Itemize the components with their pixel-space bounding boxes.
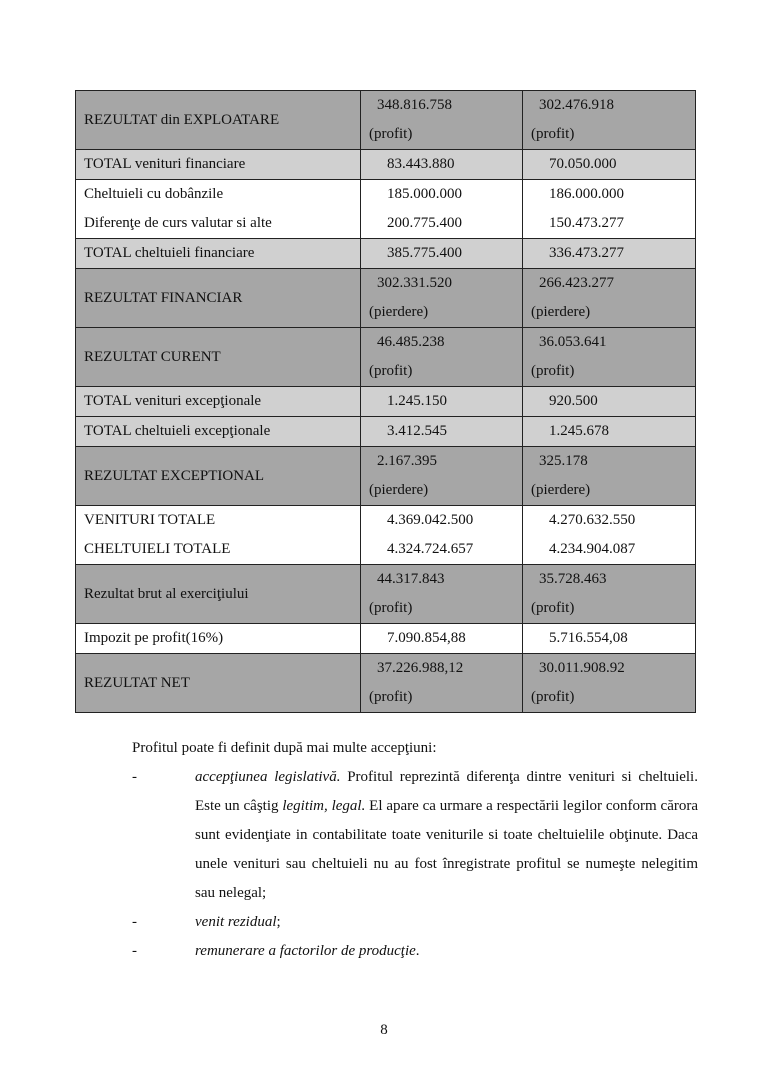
- row-value: 336.473.277: [549, 245, 624, 261]
- value-cell-1: [361, 506, 523, 565]
- row-value: 4.270.632.550: [549, 512, 636, 528]
- row-value: 5.716.554,08: [549, 630, 628, 646]
- table-row: [76, 91, 696, 150]
- value-cell-1: [361, 565, 523, 624]
- table-body: [76, 91, 696, 713]
- row-label-cell: [76, 91, 361, 150]
- row-value: 1.245.150: [387, 393, 447, 409]
- table-row: [76, 417, 696, 447]
- row-label: TOTAL venituri excepţionale: [84, 393, 262, 409]
- row-label-cell: [76, 417, 361, 447]
- row-label-cell: [76, 565, 361, 624]
- term-legislative: accepţiunea legislativă.: [195, 769, 341, 785]
- row-note: (profit): [369, 126, 413, 142]
- row-label: Impozit pe profit(16%): [84, 630, 224, 646]
- item1-text-b: El apare ca urmare a respectării legilor conform cărora sunt evidenţiate in contabilitate toate veniturile si toate cheltuielile obţinute. Daca unele venituri sau cheltuieli nu au fost înregistrate profitul se numeşte nelegitim sau nelegal;: [195, 798, 698, 901]
- value-cell-2: [523, 180, 696, 239]
- row-note: (pierdere): [369, 482, 429, 498]
- value-cell-2: [523, 150, 696, 180]
- row-label-cell: [76, 506, 361, 565]
- value-cell-2: [523, 269, 696, 328]
- row-value: 325.178: [539, 453, 588, 469]
- row-note: (profit): [531, 600, 575, 616]
- table-row: [76, 565, 696, 624]
- page-number: 8: [380, 1022, 388, 1038]
- row-value-secondary: 200.775.400: [387, 215, 462, 231]
- row-label-cell: [76, 269, 361, 328]
- value-cell-1: [361, 624, 523, 654]
- row-value: 348.816.758: [377, 97, 452, 113]
- table-row: [76, 654, 696, 713]
- list-item-remuneration: [132, 937, 698, 966]
- value-cell-1: [361, 328, 523, 387]
- value-cell-2: [523, 624, 696, 654]
- row-note: (pierdere): [531, 304, 591, 320]
- value-cell-1: [361, 239, 523, 269]
- list-item-legislative: [132, 763, 698, 908]
- row-label: Cheltuieli cu dobânzile: [84, 186, 224, 202]
- row-value: 83.443.880: [387, 156, 455, 172]
- row-value: 30.011.908.92: [539, 660, 625, 676]
- row-note: (profit): [369, 600, 413, 616]
- value-cell-2: [523, 654, 696, 713]
- table-row: [76, 447, 696, 506]
- value-cell-2: [523, 328, 696, 387]
- intro-paragraph: Profitul poate fi definit după mai multe accepţiuni:: [132, 740, 437, 756]
- row-value-secondary: 150.473.277: [549, 215, 624, 231]
- row-label-secondary: CHELTUIELI TOTALE: [84, 541, 231, 557]
- row-value: 1.245.678: [549, 423, 609, 439]
- row-label-cell: [76, 387, 361, 417]
- text-block: [132, 734, 698, 966]
- term-remuneration: remunerare a factorilor de producţie: [195, 943, 416, 959]
- row-label-cell: [76, 180, 361, 239]
- row-value-secondary: 4.324.724.657: [387, 541, 474, 557]
- value-cell-1: [361, 91, 523, 150]
- row-note: (profit): [369, 689, 413, 705]
- row-value: 3.412.545: [387, 423, 447, 439]
- table-row: [76, 180, 696, 239]
- row-label: TOTAL cheltuieli financiare: [84, 245, 255, 261]
- row-label: REZULTAT NET: [84, 674, 190, 691]
- row-note: (profit): [531, 126, 575, 142]
- row-label-cell: [76, 239, 361, 269]
- row-note: (profit): [531, 363, 575, 379]
- value-cell-1: [361, 180, 523, 239]
- row-value: 920.500: [549, 393, 598, 409]
- row-label-cell: [76, 447, 361, 506]
- value-cell-2: [523, 239, 696, 269]
- row-value: 4.369.042.500: [387, 512, 474, 528]
- row-value: 302.331.520: [377, 275, 452, 291]
- row-label-cell: [76, 624, 361, 654]
- row-label-cell: [76, 328, 361, 387]
- row-label: REZULTAT FINANCIAR: [84, 289, 243, 306]
- row-value: 266.423.277: [539, 275, 614, 291]
- row-note: (profit): [531, 689, 575, 705]
- row-label: Rezultat brut al exerciţiului: [84, 585, 249, 602]
- list-item-residual: [132, 908, 698, 937]
- value-cell-1: [361, 387, 523, 417]
- table-row: [76, 387, 696, 417]
- row-value: 186.000.000: [549, 186, 624, 202]
- item1-text-a: Profitul reprezintă diferenţa dintre venituri si cheltuieli. Este un câştig: [195, 769, 698, 814]
- row-value: 70.050.000: [549, 156, 617, 172]
- row-label-secondary: Diferenţe de curs valutar si alte: [84, 215, 272, 231]
- value-cell-1: [361, 269, 523, 328]
- table-row: [76, 269, 696, 328]
- list-dash: -: [132, 769, 137, 785]
- table-row: [76, 239, 696, 269]
- value-cell-1: [361, 417, 523, 447]
- row-value: 302.476.918: [539, 97, 614, 113]
- table-row: [76, 150, 696, 180]
- row-label: REZULTAT CURENT: [84, 348, 221, 365]
- row-label: REZULTAT EXCEPTIONAL: [84, 467, 265, 484]
- row-label: TOTAL cheltuieli excepţionale: [84, 423, 271, 439]
- row-value: 7.090.854,88: [387, 630, 466, 646]
- item2-end: ;: [276, 914, 281, 930]
- value-cell-2: [523, 91, 696, 150]
- value-cell-1: [361, 150, 523, 180]
- row-label: TOTAL venituri financiare: [84, 156, 246, 172]
- row-value: 385.775.400: [387, 245, 462, 261]
- row-note: (pierdere): [531, 482, 591, 498]
- table-row: [76, 328, 696, 387]
- table-row: [76, 624, 696, 654]
- value-cell-1: [361, 654, 523, 713]
- item3-end: .: [415, 943, 420, 959]
- value-cell-2: [523, 387, 696, 417]
- table-row: [76, 506, 696, 565]
- row-note: (pierdere): [369, 304, 429, 320]
- value-cell-2: [523, 417, 696, 447]
- term-residual: venit rezidual: [195, 914, 277, 930]
- row-value: 2.167.395: [377, 453, 437, 469]
- row-label: VENITURI TOTALE: [84, 512, 216, 528]
- value-cell-2: [523, 565, 696, 624]
- value-cell-1: [361, 447, 523, 506]
- row-value: 185.000.000: [387, 186, 462, 202]
- value-cell-2: [523, 506, 696, 565]
- row-note: (profit): [369, 363, 413, 379]
- row-value: 35.728.463: [539, 571, 607, 587]
- value-cell-2: [523, 447, 696, 506]
- row-label: REZULTAT din EXPLOATARE: [84, 111, 280, 128]
- row-label-cell: [76, 654, 361, 713]
- list-dash: -: [132, 914, 137, 930]
- row-value: 36.053.641: [539, 334, 607, 350]
- row-label-cell: [76, 150, 361, 180]
- list-dash: -: [132, 943, 137, 959]
- financial-results-table: [75, 90, 696, 713]
- row-value-secondary: 4.234.904.087: [549, 541, 636, 557]
- term-legitim: legitim, legal.: [282, 798, 366, 814]
- row-value: 46.485.238: [377, 334, 445, 350]
- row-value: 44.317.843: [377, 571, 445, 587]
- row-value: 37.226.988,12: [377, 660, 464, 676]
